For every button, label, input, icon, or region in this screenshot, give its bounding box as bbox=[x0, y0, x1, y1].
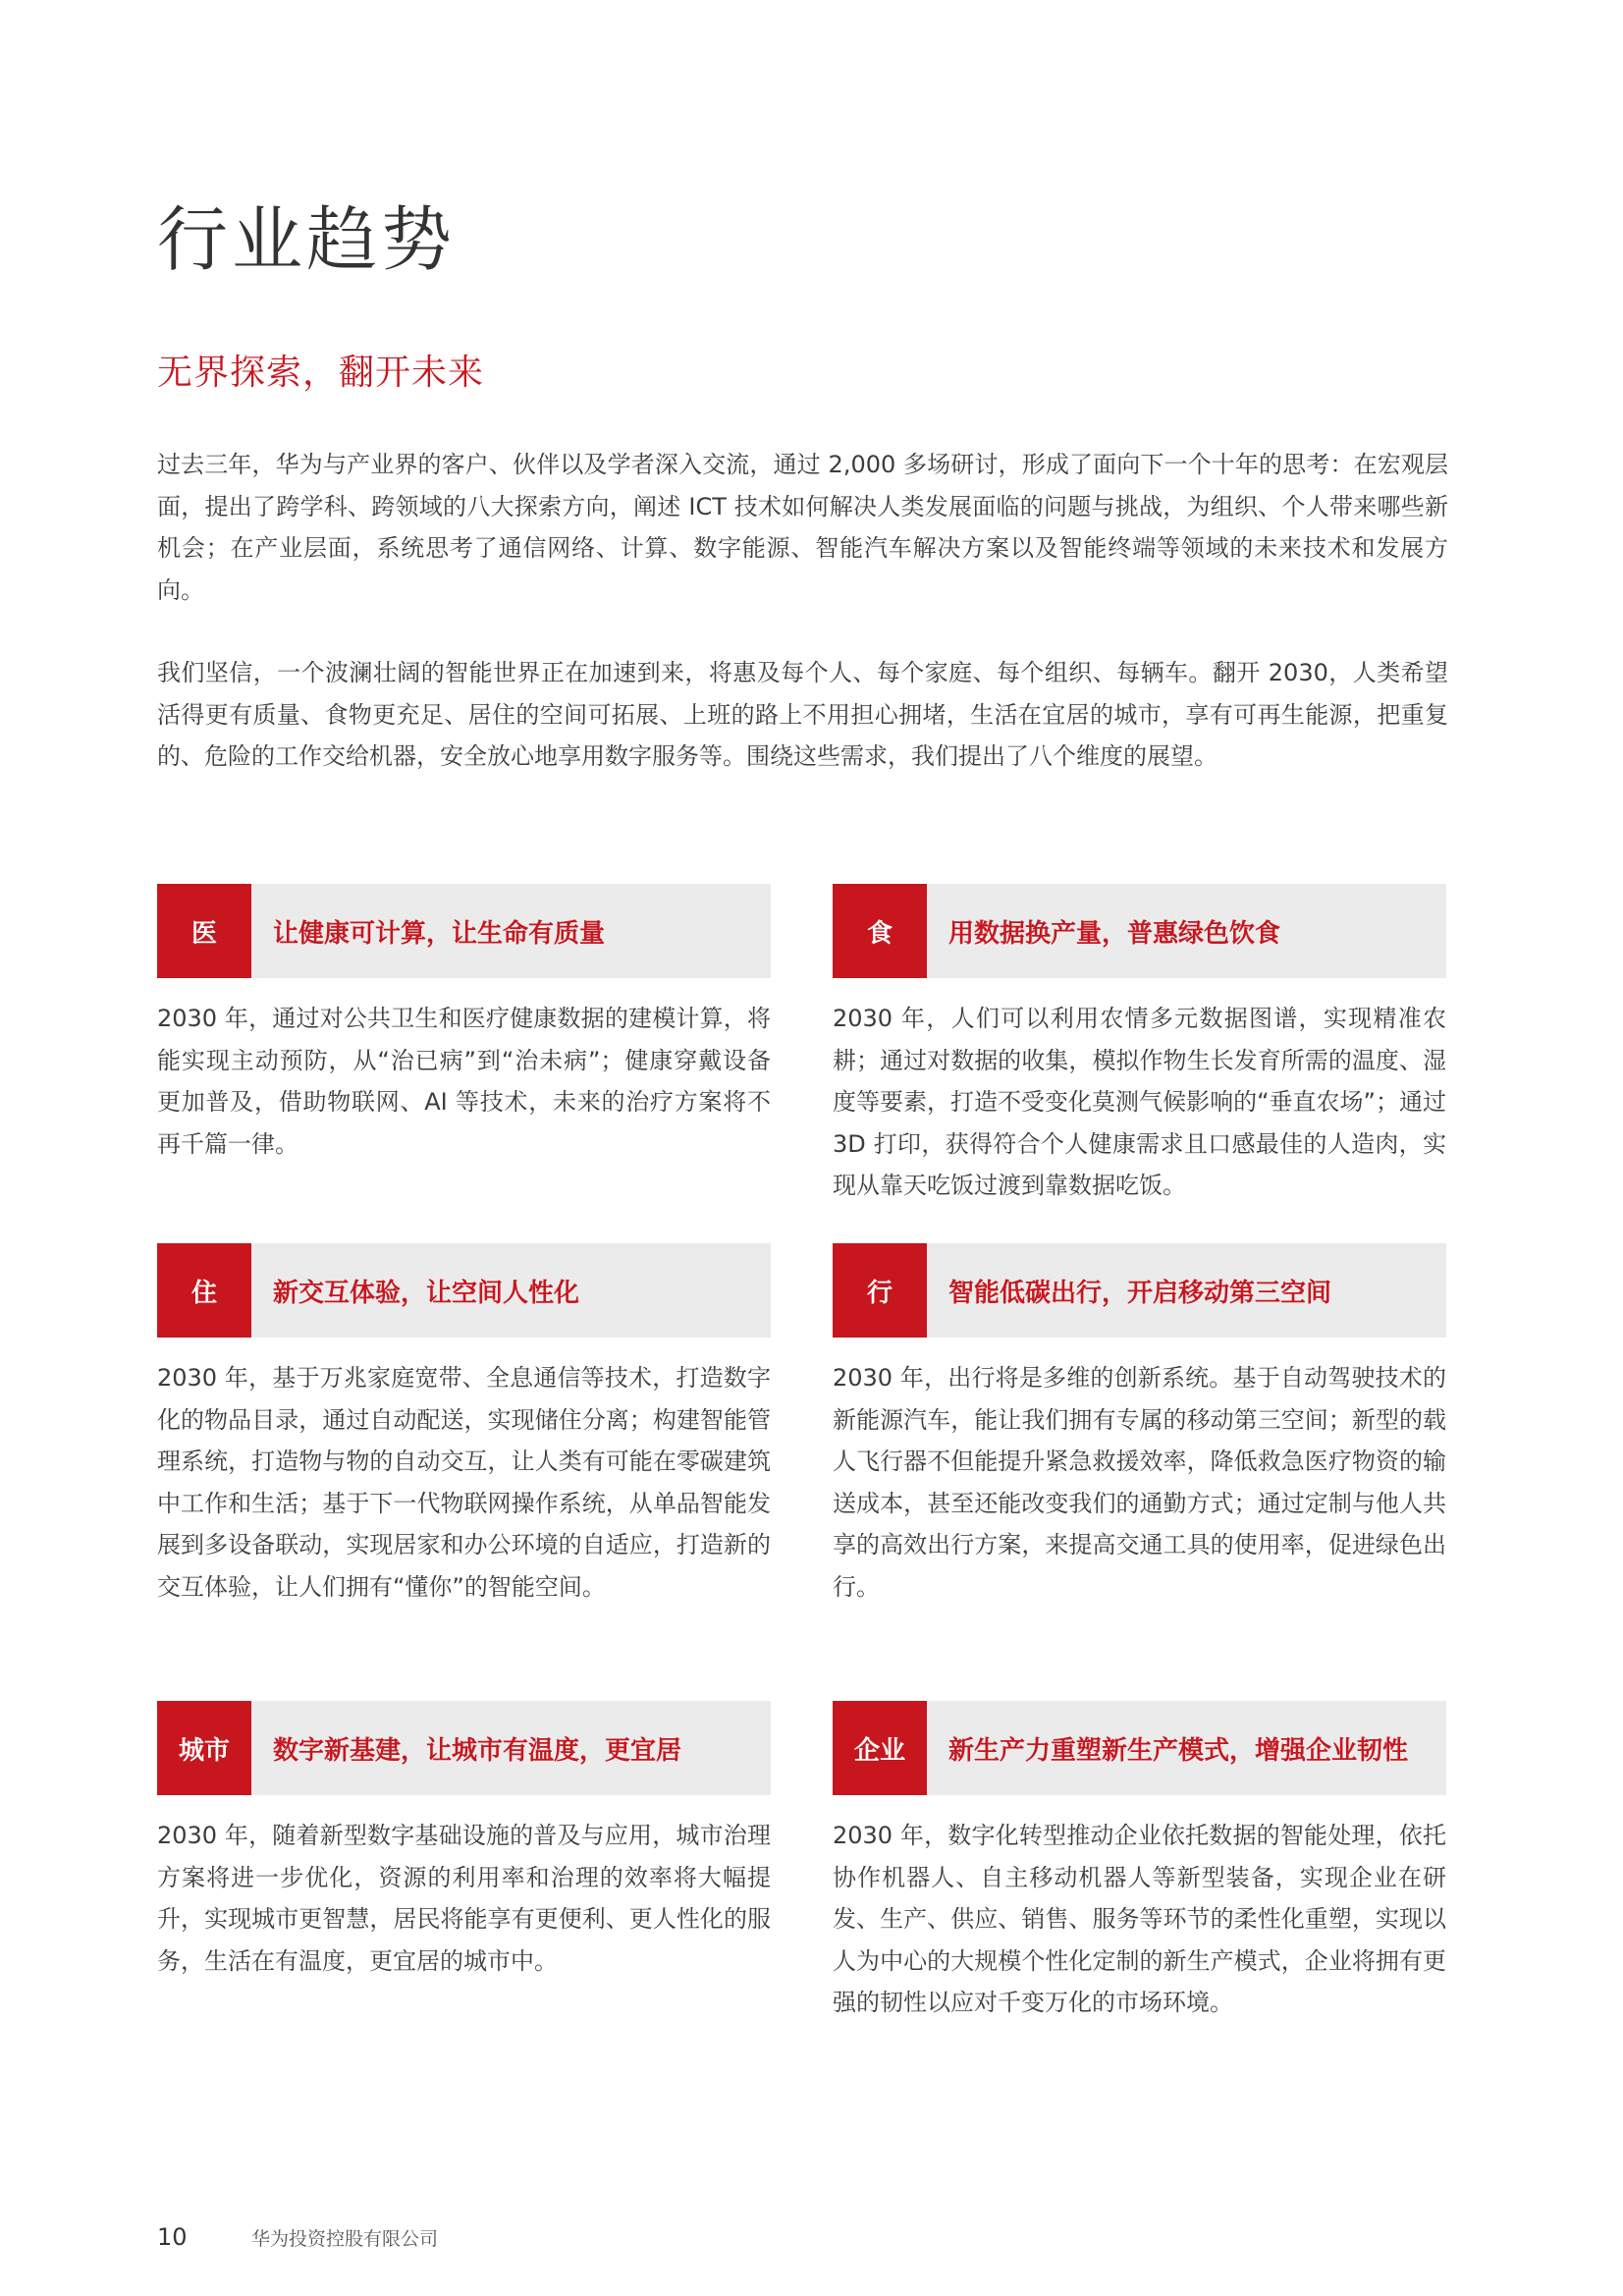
card-tag: 行 bbox=[833, 1243, 927, 1338]
section-subtitle: 无界探索，翻开未来 bbox=[157, 353, 485, 393]
card-header bbox=[157, 1701, 771, 1795]
card-heading: 数字新基建，让城市有温度，更宜居 bbox=[273, 1735, 682, 1766]
card-body: 2030 年，随着新型数字基础设施的普及与应用，城市治理方案将进一步优化，资源的利用率和治理的效率将大幅提升，实现城市更智慧，居民将能享有更便利、更人性化的服务，生活在有温度，更宜居的城市中。 bbox=[157, 1822, 771, 1975]
card-tag: 住 bbox=[157, 1243, 251, 1338]
trend-card-enterprise bbox=[833, 1701, 1446, 2024]
trend-card-travel bbox=[833, 1243, 1446, 1608]
trend-card-health bbox=[157, 884, 771, 1165]
card-tag: 企业 bbox=[833, 1701, 927, 1795]
intro-paragraph: 过去三年，华为与产业界的客户、伙伴以及学者深入交流，通过 2,000 多场研讨，形成了面向下一个十年的思考：在宏观层面，提出了跨学科、跨领域的八大探索方向，阐述 ICT 技术如何解决人类发展面临的问题与挑战，为组织、个人带来哪些新机会；在产业层面，系统思考了通信网络、计算、数字能源、智能汽车解决方案以及智能终端等领域的未来技术和发展方向。 bbox=[157, 451, 1448, 604]
card-heading: 用数据换产量，普惠绿色饮食 bbox=[948, 918, 1281, 949]
card-tag: 食 bbox=[833, 884, 927, 978]
page-number: 10 bbox=[157, 2223, 188, 2251]
card-body: 2030 年，出行将是多维的创新系统。基于自动驾驶技术的新能源汽车，能让我们拥有专属的移动第三空间；新型的载人飞行器不但能提升紧急救援效率，降低救急医疗物资的输送成本，甚至还能改变我们的通勤方式；通过定制与他人共享的高效出行方案，来提高交通工具的使用率，促进绿色出行。 bbox=[833, 1364, 1446, 1601]
card-header bbox=[157, 884, 771, 978]
card-body: 2030 年，通过对公共卫生和医疗健康数据的建模计算，将能实现主动预防，从“治已病”到“治未病”；健康穿戴设备更加普及，借助物联网、AI 等技术，未来的治疗方案将不再千篇一律。 bbox=[157, 1005, 771, 1158]
intro-paragraph: 我们坚信，一个波澜壮阔的智能世界正在加速到来，将惠及每个人、每个家庭、每个组织、每辆车。翻开 2030，人类希望活得更有质量、食物更充足、居住的空间可拓展、上班的路上不用担心拥堵，生活在宜居的城市，享有可再生能源，把重复的、危险的工作交给机器，安全放心地享用数字服务等。围绕这些需求，我们提出了八个维度的展望。 bbox=[157, 659, 1448, 770]
card-header bbox=[157, 1243, 771, 1338]
card-heading: 新生产力重塑新生产模式，增强企业韧性 bbox=[948, 1735, 1409, 1766]
card-header bbox=[833, 1701, 1446, 1795]
card-body: 2030 年，人们可以利用农情多元数据图谱，实现精准农耕；通过对数据的收集，模拟作物生长发育所需的温度、湿度等要素，打造不受变化莫测气候影响的“垂直农场”；通过 3D 打印，获得符合个人健康需求且口感最佳的人造肉，实现从靠天吃饭过渡到靠数据吃饭。 bbox=[833, 1005, 1446, 1199]
card-body: 2030 年，数字化转型推动企业依托数据的智能处理，依托协作机器人、自主移动机器人等新型装备，实现企业在研发、生产、供应、销售、服务等环节的柔性化重塑，实现以人为中心的大规模个性化定制的新生产模式，企业将拥有更强的韧性以应对千变万化的市场环境。 bbox=[833, 1822, 1446, 2016]
page-footer bbox=[157, 2223, 438, 2251]
card-heading: 让健康可计算，让生命有质量 bbox=[273, 918, 606, 949]
card-tag: 城市 bbox=[157, 1701, 251, 1795]
card-heading: 智能低碳出行，开启移动第三空间 bbox=[948, 1278, 1332, 1308]
card-tag: 医 bbox=[157, 884, 251, 978]
company-name: 华为投资控股有限公司 bbox=[251, 2228, 439, 2250]
trend-card-food bbox=[833, 884, 1446, 1207]
trend-card-city bbox=[157, 1701, 771, 1982]
card-header bbox=[833, 884, 1446, 978]
card-body: 2030 年，基于万兆家庭宽带、全息通信等技术，打造数字化的物品目录，通过自动配送，实现储住分离；构建智能管理系统，打造物与物的自动交互，让人类有可能在零碳建筑中工作和生活；基于下一代物联网操作系统，从单品智能发展到多设备联动，实现居家和办公环境的自适应，打造新的交互体验，让人们拥有“懂你”的智能空间。 bbox=[157, 1364, 771, 1601]
trend-card-living bbox=[157, 1243, 771, 1608]
card-header bbox=[833, 1243, 1446, 1338]
page-title: 行业趋势 bbox=[157, 198, 457, 282]
card-heading: 新交互体验，让空间人性化 bbox=[273, 1278, 580, 1308]
